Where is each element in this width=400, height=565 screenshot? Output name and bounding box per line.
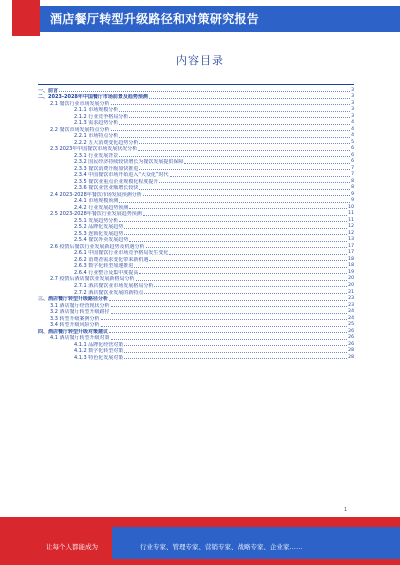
toc-entry-title: 2.3.3 餐饮消费升级加快推进 bbox=[74, 165, 139, 172]
header-red-block bbox=[12, 0, 40, 36]
toc-entry-page: 7 bbox=[351, 165, 354, 171]
toc-entry-title: 四、酒店餐厅转型升级对策建议 bbox=[38, 328, 109, 335]
toc-entry-title: 2.6.4 行业整合及集中度提高 bbox=[74, 269, 139, 276]
toc-entry-title: 4.1 酒店餐厅转型升级对策 bbox=[50, 335, 110, 342]
toc-leader-dots bbox=[159, 181, 350, 183]
toc-leader-dots bbox=[138, 149, 350, 151]
toc-leader-dots bbox=[111, 312, 348, 314]
toc-entry-page: 18 bbox=[348, 263, 354, 269]
toc-entry-title: 2.3.5 餐饮业重点企业规模化程度提升 bbox=[74, 178, 159, 185]
toc-entry-title: 2.3.2 国民经济持续较快增长为餐饮发展提供保障 bbox=[74, 159, 184, 166]
toc-entry-page: 13 bbox=[348, 237, 354, 243]
toc-entry-title: 2.4 2023-2028年餐饮市场发展预测分析 bbox=[50, 191, 142, 198]
toc-entry-page: 11 bbox=[348, 217, 354, 223]
toc-entry-page: 12 bbox=[348, 224, 354, 230]
toc-leader-dots bbox=[149, 259, 347, 261]
toc-leader-dots bbox=[146, 246, 348, 248]
toc-entry-page: 17 bbox=[348, 250, 354, 256]
header-band bbox=[0, 0, 400, 36]
toc-leader-dots bbox=[59, 90, 350, 92]
toc-entry-page: 9 bbox=[351, 191, 354, 197]
toc-entry-page: 20 bbox=[348, 276, 354, 282]
toc-entry-title: 2.3.4 中国餐饮市场开始进入“大众化”时代 bbox=[74, 172, 169, 179]
toc-leader-dots bbox=[101, 318, 348, 320]
toc-entry-page: 3 bbox=[351, 87, 354, 93]
toc-leader-dots bbox=[111, 305, 348, 307]
toc-entry-title: 三、酒店餐厅转型升级路径分析 bbox=[38, 296, 109, 303]
toc-leader-dots bbox=[139, 188, 350, 190]
toc-entry-page: 20 bbox=[348, 282, 354, 288]
toc-leader-dots bbox=[119, 155, 350, 157]
toc-entry-page: 4 bbox=[351, 126, 354, 132]
toc-entry-title: 3.4 转型升级风险分析 bbox=[50, 322, 100, 329]
toc-entry-title: 2.6.1 中国餐饮行业市场竞争格局发生变化 bbox=[74, 250, 169, 257]
toc-leader-dots bbox=[109, 331, 347, 333]
toc-entry-title: 2.5.3 连锁化发展趋势 bbox=[74, 230, 124, 237]
toc-leader-dots bbox=[111, 103, 351, 105]
toc-entry-page: 5 bbox=[351, 139, 354, 145]
toc-entry-page: 24 bbox=[348, 315, 354, 321]
toc-leader-dots bbox=[129, 207, 347, 209]
toc-entry-title: 3.2 酒店餐厅转型升级路径 bbox=[50, 309, 110, 316]
report-title: 酒店餐厅转型升级路径和对策研究报告 bbox=[50, 12, 260, 26]
toc-entry-page: 7 bbox=[351, 172, 354, 178]
toc-entry-page: 3 bbox=[351, 113, 354, 119]
toc-heading: 内容目录 bbox=[176, 54, 224, 67]
toc-entry[interactable] bbox=[38, 354, 354, 361]
footer-slogan-right: 行业专家、管理专家、营销专家、战略专家、企业家…… bbox=[140, 543, 303, 551]
toc-leader-dots bbox=[139, 142, 350, 144]
toc-entry-title: 2.1.2 行业竞争格局分析 bbox=[74, 113, 129, 120]
toc-leader-dots bbox=[119, 110, 350, 112]
toc-entry-page: 4 bbox=[351, 120, 354, 126]
toc-leader-dots bbox=[124, 357, 347, 359]
toc-leader-dots bbox=[154, 285, 347, 287]
toc-entry-title: 2.6.2 消费者需求变化带来新机遇 bbox=[74, 256, 149, 263]
toc-entry-title: 2.7 疫情后酒店餐饮业发展新格局分析 bbox=[50, 276, 135, 283]
toc-entry-title: 2.7.2 酒店餐饮业发展的新特点 bbox=[74, 289, 144, 296]
page-number: 1 bbox=[344, 507, 348, 513]
toc-leader-dots bbox=[136, 279, 348, 281]
toc-entry-title: 一、前言 bbox=[38, 87, 59, 94]
toc-leader-dots bbox=[134, 266, 347, 268]
toc-entry-title: 2.7.1 酒店餐饮业市场发展格局分析 bbox=[74, 282, 154, 289]
toc-leader-dots bbox=[139, 168, 350, 170]
toc-entry-title: 二、2023-2028年中国餐厅市场前景及趋势预测 bbox=[38, 94, 148, 101]
toc-entry-title: 4.1.1 品牌化经营对策 bbox=[74, 341, 124, 348]
toc-leader-dots bbox=[129, 116, 350, 118]
toc-leader-dots bbox=[184, 162, 350, 164]
toc-entry-page: 6 bbox=[351, 152, 354, 158]
toc-entry-title: 3.1 酒店餐厅经营现状分析 bbox=[50, 302, 110, 309]
toc-leader-dots bbox=[111, 129, 351, 131]
toc-entry-title: 4.1.2 数字化转型对策 bbox=[74, 348, 124, 355]
toc-entry-page: 26 bbox=[348, 341, 354, 347]
toc-leader-dots bbox=[119, 201, 350, 203]
toc-entry-title: 2.3 2023年中国餐饮市场发展状况分析 bbox=[50, 146, 138, 153]
toc-entry-title: 2.4.2 行业发展趋势预测 bbox=[74, 204, 129, 211]
toc-entry-page: 17 bbox=[348, 243, 354, 249]
toc-entry-title: 2.5.4 餐饮外卖发展趋势 bbox=[74, 237, 129, 244]
toc-entry-page: 23 bbox=[348, 296, 354, 302]
toc-leader-dots bbox=[129, 240, 347, 242]
toc-entry-page: 21 bbox=[348, 289, 354, 295]
toc-leader-dots bbox=[124, 344, 347, 346]
table-of-contents bbox=[38, 87, 354, 361]
toc-entry-page: 24 bbox=[348, 309, 354, 315]
toc-entry-title: 4.1.3 特色化发展对策 bbox=[74, 354, 124, 361]
toc-entry-page: 8 bbox=[351, 185, 354, 191]
toc-entry-page: 28 bbox=[348, 348, 354, 354]
toc-leader-dots bbox=[143, 214, 347, 216]
toc-leader-dots bbox=[111, 338, 348, 340]
toc-entry-title: 2.6 疫情后餐饮行业发展新趋势及机遇分析 bbox=[50, 243, 145, 250]
toc-entry-title: 2.5.1 发展趋势分析 bbox=[74, 217, 119, 224]
toc-entry-page: 18 bbox=[348, 256, 354, 262]
toc-entry-title: 2.2.2 五大消费变化趋势分析 bbox=[74, 139, 139, 146]
toc-divider bbox=[38, 84, 354, 85]
toc-entry-title: 2.2 餐饮市场发展特点分析 bbox=[50, 126, 110, 133]
toc-leader-dots bbox=[144, 292, 347, 294]
toc-leader-dots bbox=[124, 227, 347, 229]
toc-leader-dots bbox=[169, 253, 347, 255]
toc-entry-title: 2.1 餐饮行业市场发展分析 bbox=[50, 100, 110, 107]
toc-entry-page: 26 bbox=[348, 335, 354, 341]
toc-leader-dots bbox=[139, 272, 347, 274]
toc-entry-title: 2.5 2023-2028年餐饮行业发展趋势预测 bbox=[50, 211, 142, 218]
toc-entry-page: 25 bbox=[348, 322, 354, 328]
toc-leader-dots bbox=[124, 351, 347, 353]
toc-entry-page: 11 bbox=[348, 211, 354, 217]
toc-entry-page: 26 bbox=[348, 328, 354, 334]
toc-leader-dots bbox=[119, 136, 350, 138]
toc-entry-page: 28 bbox=[348, 354, 354, 360]
toc-entry-page: 12 bbox=[348, 230, 354, 236]
toc-entry-title: 2.3.6 餐饮业营业额增长较快 bbox=[74, 185, 139, 192]
toc-leader-dots bbox=[119, 220, 347, 222]
toc-entry-page: 8 bbox=[351, 178, 354, 184]
toc-entry-page: 6 bbox=[351, 159, 354, 165]
toc-leader-dots bbox=[170, 175, 351, 177]
toc-entry-title: 2.6.3 数字化转型加速推进 bbox=[74, 263, 134, 270]
toc-entry-title: 3.3 转型升级案例分析 bbox=[50, 315, 100, 322]
toc-entry-page: 10 bbox=[348, 204, 354, 210]
toc-leader-dots bbox=[124, 233, 347, 235]
toc-entry-page: 3 bbox=[351, 100, 354, 106]
toc-leader-dots bbox=[119, 123, 350, 125]
toc-leader-dots bbox=[149, 97, 350, 99]
toc-entry-page: 3 bbox=[351, 107, 354, 113]
toc-entry-page: 23 bbox=[348, 302, 354, 308]
toc-entry-title: 2.1.1 市场规模分析 bbox=[74, 107, 119, 114]
toc-leader-dots bbox=[109, 299, 347, 301]
toc-entry-title: 2.1.3 需求趋势分析 bbox=[74, 120, 119, 127]
toc-entry-page: 9 bbox=[351, 198, 354, 204]
footer-slogan-left: 让每个人都能成为 bbox=[46, 543, 98, 551]
toc-entry-title: 2.3.1 行业发展背景 bbox=[74, 152, 119, 159]
toc-leader-dots bbox=[143, 194, 350, 196]
toc-entry-title: 2.2.1 市场特点分析 bbox=[74, 133, 119, 140]
toc-leader-dots bbox=[101, 325, 348, 327]
toc-entry-title: 2.5.2 品牌化发展趋势 bbox=[74, 224, 124, 231]
toc-entry-page: 19 bbox=[348, 269, 354, 275]
toc-entry-title: 2.4.1 市场规模预测 bbox=[74, 198, 119, 205]
toc-entry-page: 6 bbox=[351, 146, 354, 152]
toc-entry-page: 3 bbox=[351, 94, 354, 100]
footer-band bbox=[0, 517, 400, 565]
toc-entry-page: 4 bbox=[351, 133, 354, 139]
